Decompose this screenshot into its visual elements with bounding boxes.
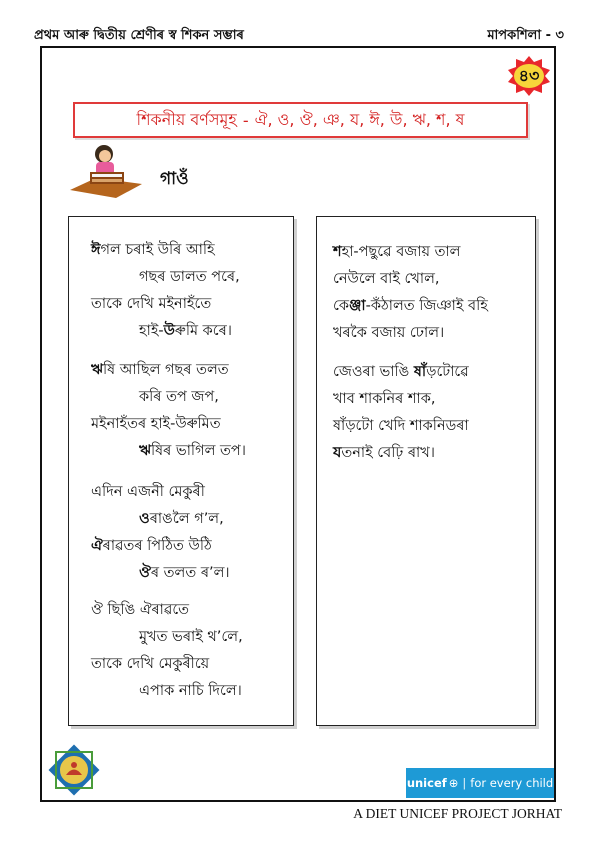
globe-icon: ⊕ xyxy=(448,776,459,790)
poem-line: মুখত ভৰাই থ’লে, xyxy=(139,629,243,645)
highlight-letter: শ xyxy=(333,244,342,260)
poem-stanza xyxy=(333,359,469,467)
highlight-letter: ঔ xyxy=(139,565,151,581)
poem-line: এপাক নাচি দিলে। xyxy=(139,683,242,699)
right-poem-panel xyxy=(316,216,536,726)
footer-credit: A DIET UNICEF PROJECT JORHAT xyxy=(353,806,562,821)
poem-line: ৰাৱতৰ পিঠিত উঠি xyxy=(102,538,212,554)
unicef-tagline: for every child xyxy=(470,776,554,790)
poem-line: হা-পছুৱে বজায় তাল xyxy=(341,244,461,260)
poem-line: ষিৰ ভাগিল তপ। xyxy=(151,443,246,459)
poem-line: কৰি তপ জপ, xyxy=(139,389,219,405)
poem-line: -কঁঠালত জিঞাই বহি xyxy=(365,298,488,314)
highlight-letter: ষাঁ xyxy=(413,364,427,380)
left-poem-panel xyxy=(68,216,294,726)
poem-line: তনাই বেঢ়ি ৰাখ। xyxy=(341,445,435,461)
poem-line: ৰ তলত ৰ’ল। xyxy=(150,565,230,581)
letters-box-separator: - xyxy=(242,110,249,130)
poem-line: মইনাহঁতৰ হাই-উৰুমিত xyxy=(91,416,221,432)
song-title: গাওঁ xyxy=(160,169,189,189)
highlight-letter: য xyxy=(333,445,342,461)
letters-to-learn-box xyxy=(73,102,528,138)
level-label: মাপকশিলা - ৩ xyxy=(487,28,564,43)
poem-line: গল চৰাই উৰি আহি xyxy=(100,242,215,258)
publication-title: প্ৰথম আৰু দ্বিতীয় শ্ৰেণীৰ স্ব শিকন সম্ভাৰ xyxy=(34,28,244,43)
page-number: ৪৩ xyxy=(518,66,540,85)
highlight-letter: ঞ্জা xyxy=(349,298,366,314)
letters-list: ঐ, ও, ঔ, ঞ, য, ঈ, উ, ঋ, শ, ষ xyxy=(254,109,465,129)
poem-line: এদিন এজনী মেকুৰী xyxy=(91,484,205,500)
poem-line: হাই- xyxy=(139,323,164,339)
poem-line: খৰকৈ বজায় ঢোল। xyxy=(333,325,445,341)
poem-line: তাকে দেখি মইনাহঁতে xyxy=(91,296,212,312)
highlight-letter: ঋ xyxy=(139,443,151,459)
letters-box-title: শিকনীয় বৰ্ণসমূহ xyxy=(136,109,237,129)
poem-line: গছৰ ডালত পৰে, xyxy=(139,269,240,285)
poem-line: ৰাঙলৈ গ’ল, xyxy=(149,511,224,527)
poem-line: ঔ ছিঙি ঐৰাৱতে xyxy=(91,602,190,618)
poem-stanza xyxy=(91,237,240,345)
poem-line: নেউলে বাই খোল, xyxy=(333,271,440,287)
unicef-divider: | xyxy=(462,776,467,790)
highlight-letter: উ xyxy=(163,323,175,339)
unicef-logo xyxy=(406,768,554,798)
highlight-letter: ও xyxy=(139,511,150,527)
poem-line: কে xyxy=(333,298,350,314)
girl-playing-harmonium-icon xyxy=(68,142,144,198)
poem-line: ষাঁড়টো খেদি শাকনিডৰা xyxy=(333,418,469,434)
poem-line: ৰুমি কৰে। xyxy=(174,323,232,339)
poem-line: খাব শাকনিৰ শাক, xyxy=(333,391,436,407)
unicef-brand: unicef xyxy=(406,776,447,790)
highlight-letter: ঈ xyxy=(91,242,101,258)
poem-stanza xyxy=(91,597,243,705)
poem-line: জেওৰা ভাঙি xyxy=(333,364,414,380)
diet-emblem-icon xyxy=(46,742,102,798)
poem-line: ষি আছিল গছৰ তলত xyxy=(103,362,229,378)
highlight-letter: ঋ xyxy=(91,362,103,378)
poem-stanza xyxy=(91,479,230,587)
poem-line: ড়টোৱে xyxy=(426,364,469,380)
poem-stanza xyxy=(91,357,246,465)
poem-stanza xyxy=(333,239,488,347)
page-number-badge xyxy=(506,56,552,96)
poem-line: তাকে দেখি মেকুৰীয়ে xyxy=(91,656,210,672)
highlight-letter: ঐ xyxy=(91,538,103,554)
